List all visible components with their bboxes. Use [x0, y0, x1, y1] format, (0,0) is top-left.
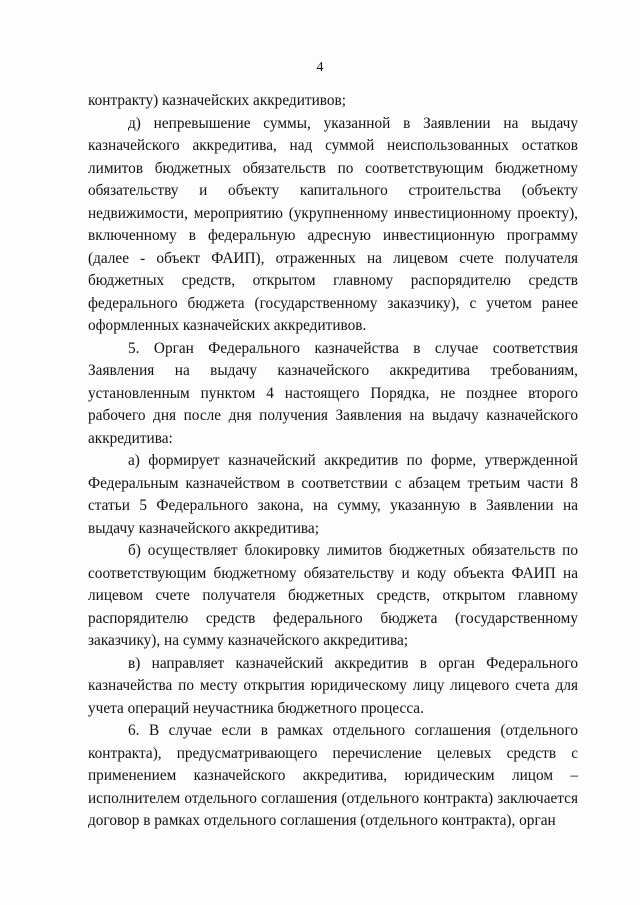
paragraph-item-b: б) осуществляет блокировку лимитов бюджетных обязательств по соответствующим бюджетному обязательству и коду объекта ФАИП на лицевом счете получателя бюджетных средств, открытом главному распорядителю средств федерального бюджета (государственному заказчику), на сумму казначейского аккредитива; [88, 542, 578, 649]
paragraph-item-d: д) непревышение суммы, указанной в Заявлении на выдачу казначейского аккредитива, над суммой неиспользованных остатков лимитов бюджетных обязательств по соответствующим бюджетному обязательству и объекту капитального строительства (объекту недвижимости, мероприятию (укрупненному инвестиционному проекту), включенному в федеральную адресную инвестиционную программу (далее - объект ФАИП), отраженных на лицевом счете получателя бюджетных средств, открытом главному распорядителю средств федерального бюджета (государственному заказчику), с учетом ранее оформленных казначейских аккредитивов. [88, 114, 578, 334]
paragraph-continuation: контракту) казначейских аккредитивов; [88, 92, 346, 109]
paragraph-item-v: в) направляет казначейский аккредитив в орган Федерального казначейства по месту открытия юридическому лицу лицевого счета для учета операций неучастника бюджетного процесса. [88, 654, 578, 717]
paragraph-section-5: 5. Орган Федерального казначейства в случае соответствия Заявления на выдачу казначейского аккредитива требованиям, установленным пунктом 4 настоящего Порядка, не позднее второго рабочего дня после дня получения Заявления на выдачу казначейского аккредитива: [88, 339, 578, 447]
document-body [88, 90, 578, 833]
paragraph-section-6: 6. В случае если в рамках отдельного соглашения (отдельного контракта), предусматривающего перечисление целевых средств с применением казначейского аккредитива, юридическим лицом – исполнителем отдельного соглашения (отдельного контракта) заключается договор в рамках отдельного соглашения (отдельного контракта), орган [88, 722, 578, 829]
page-number: 4 [316, 60, 324, 75]
paragraph-item-a: а) формирует казначейский аккредитив по форме, утвержденной Федеральным казначейством в соответствии с абзацем третьим части 8 статьи 5 Федерального закона, на сумму, указанную в Заявлении на выдачу казначейского аккредитива; [88, 452, 578, 537]
